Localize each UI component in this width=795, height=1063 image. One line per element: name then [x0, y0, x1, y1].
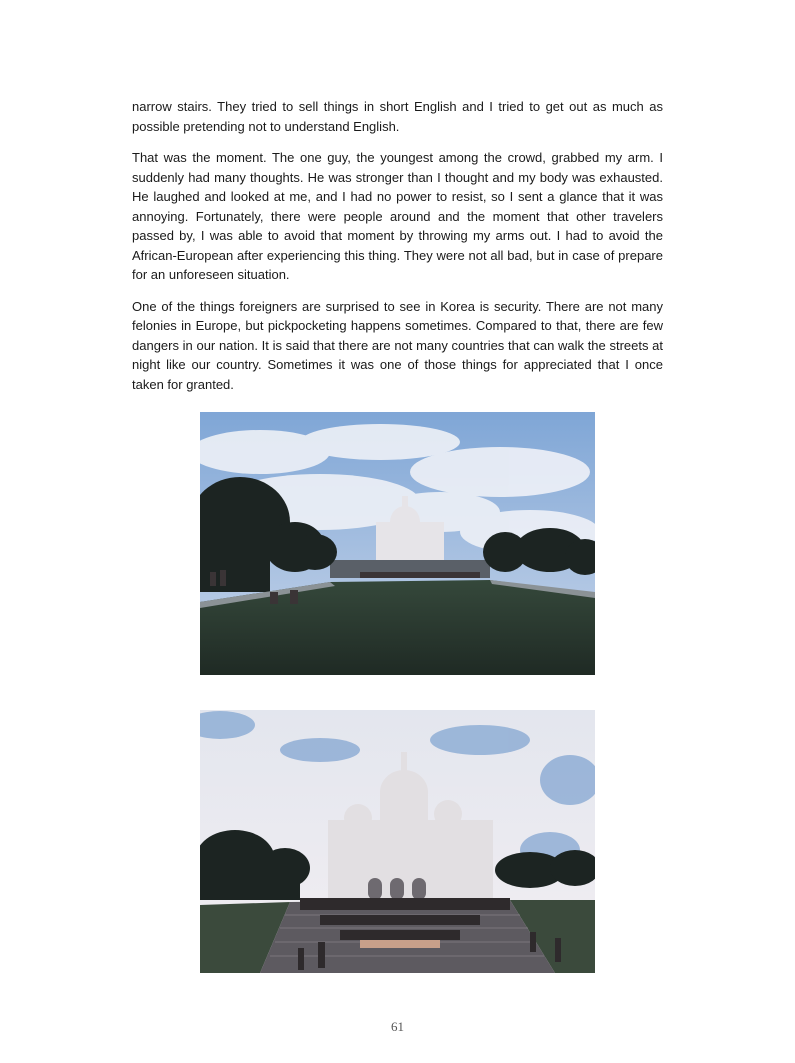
photo-basilica-stairs [200, 710, 595, 973]
paragraph-3: One of the things foreigners are surprised to see in Korea is security. There are not many felonies in Europe, but pickpocketing happens sometimes. Compared to that, there are few dangers in our nation. It is said that there are not many countries that can walk the streets at night like our country. Sometimes it was one of those things for appreciated that I once taken for granted. [132, 298, 663, 392]
paragraph-1: narrow stairs. They tried to sell things in short English and I tried to get out as much as possible pretending not to understand English. [132, 99, 663, 134]
paragraph-2: That was the moment. The one guy, the youngest among the crowd, grabbed my arm. I suddenly had many thoughts. He was stronger than I thought and my body was exhausted. He laughed and looked at me, and I had no power to resist, so I sent a glance that it was annoying. Fortunately, there were people around and the moment that other travelers passed by, I was able to avoid that moment by throwing my arms out. I had to avoid the African-European after experiencing this thing. They were not all bad, but in case of prepare for an unforeseen situation. [132, 150, 663, 282]
photo-basilica-from-lawn [200, 412, 595, 675]
photo-basilica-from-lawn-image [200, 412, 595, 675]
photo-basilica-stairs-image [200, 710, 595, 973]
body-text [132, 97, 663, 406]
page-number: 61 [391, 1019, 404, 1034]
